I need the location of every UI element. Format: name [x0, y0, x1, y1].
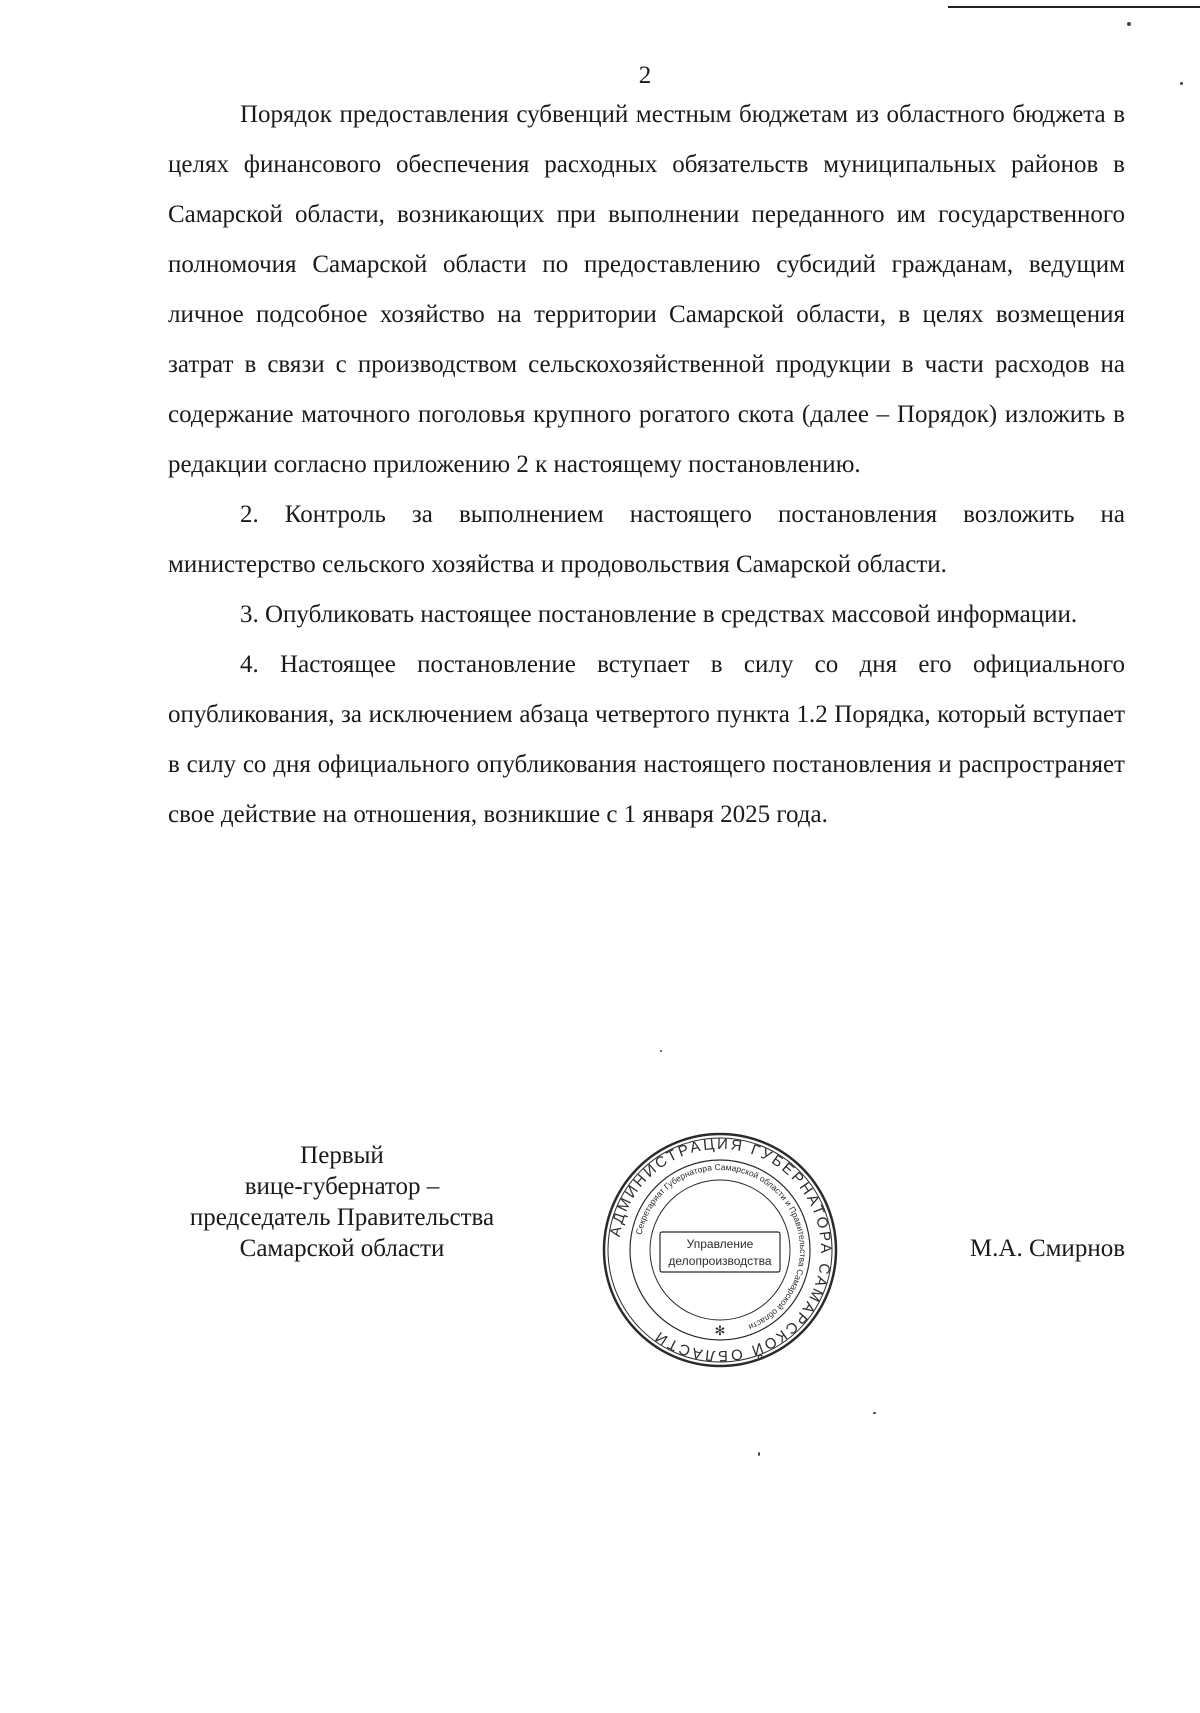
- stamp-outer-text: АДМИНИСТРАЦИЯ ГУБЕРНАТОРА САМАРСКОЙ ОБЛАСТИ: [606, 1135, 835, 1365]
- signatory-title: [142, 1140, 542, 1264]
- signatory-name: М.А. Смирнов: [969, 1235, 1125, 1262]
- paragraph-item-2: 2. Контроль за выполнением настоящего постановления возложить на министерство сельского хозяйства и продовольствия Самарской области.: [168, 501, 1125, 578]
- paragraph-procedure: Порядок предоставления субвенций местным бюджетам из областного бюджета в целях финансового обеспечения расходных обязательств муниципальных районов в Самарской области, возникающих при выполнении переданного им государственного полномочия Самарской области по предоставлению субсидий гражданам, ведущим личное подсобное хозяйство на территории Самарской области, в целях возмещения затрат в связи с производством сельскохозяйственной продукции в части расходов на содержание маточного поголовья крупного рогатого скота (далее – Порядок) изложить в редакции согласно приложению 2 к настоящему постановлению.: [168, 101, 1125, 478]
- signatory-title-line: Самарской области: [239, 1235, 445, 1262]
- page-number: 2: [638, 62, 652, 89]
- document-body: [168, 90, 1125, 840]
- scan-speck: [1127, 22, 1131, 26]
- paragraph-item-3: 3. Опубликовать настоящее постановление в средствах массовой информации.: [240, 601, 1078, 628]
- scan-speck: [758, 1452, 760, 1456]
- scan-speck: [660, 1050, 662, 1052]
- scan-top-line: [948, 6, 1200, 8]
- paragraph-item-4: 4. Настоящее постановление вступает в силу со дня его официального опубликования, за исключением абзаца четвертого пункта 1.2 Порядка, который вступает в силу со дня официального опубликования настоящего постановления и распространяет свое действие на отношения, возникшие с 1 января 2025 года.: [168, 651, 1125, 828]
- signatory-title-line: председатель Правительства: [189, 1204, 495, 1231]
- signatory-title-line: Первый: [300, 1142, 384, 1169]
- stamp-center-line1: Управление: [686, 1237, 754, 1251]
- stamp-center-line2: делопроизводства: [668, 1254, 772, 1268]
- stamp-star-icon: ✻: [714, 1324, 726, 1339]
- stamp-inner-text: Секретариат Губернатора Самарской области и Правительства Самарской области: [633, 1161, 809, 1333]
- signatory-title-line: вице-губернатор –: [244, 1173, 440, 1200]
- official-stamp: [600, 1130, 840, 1370]
- scan-speck: [873, 1412, 876, 1414]
